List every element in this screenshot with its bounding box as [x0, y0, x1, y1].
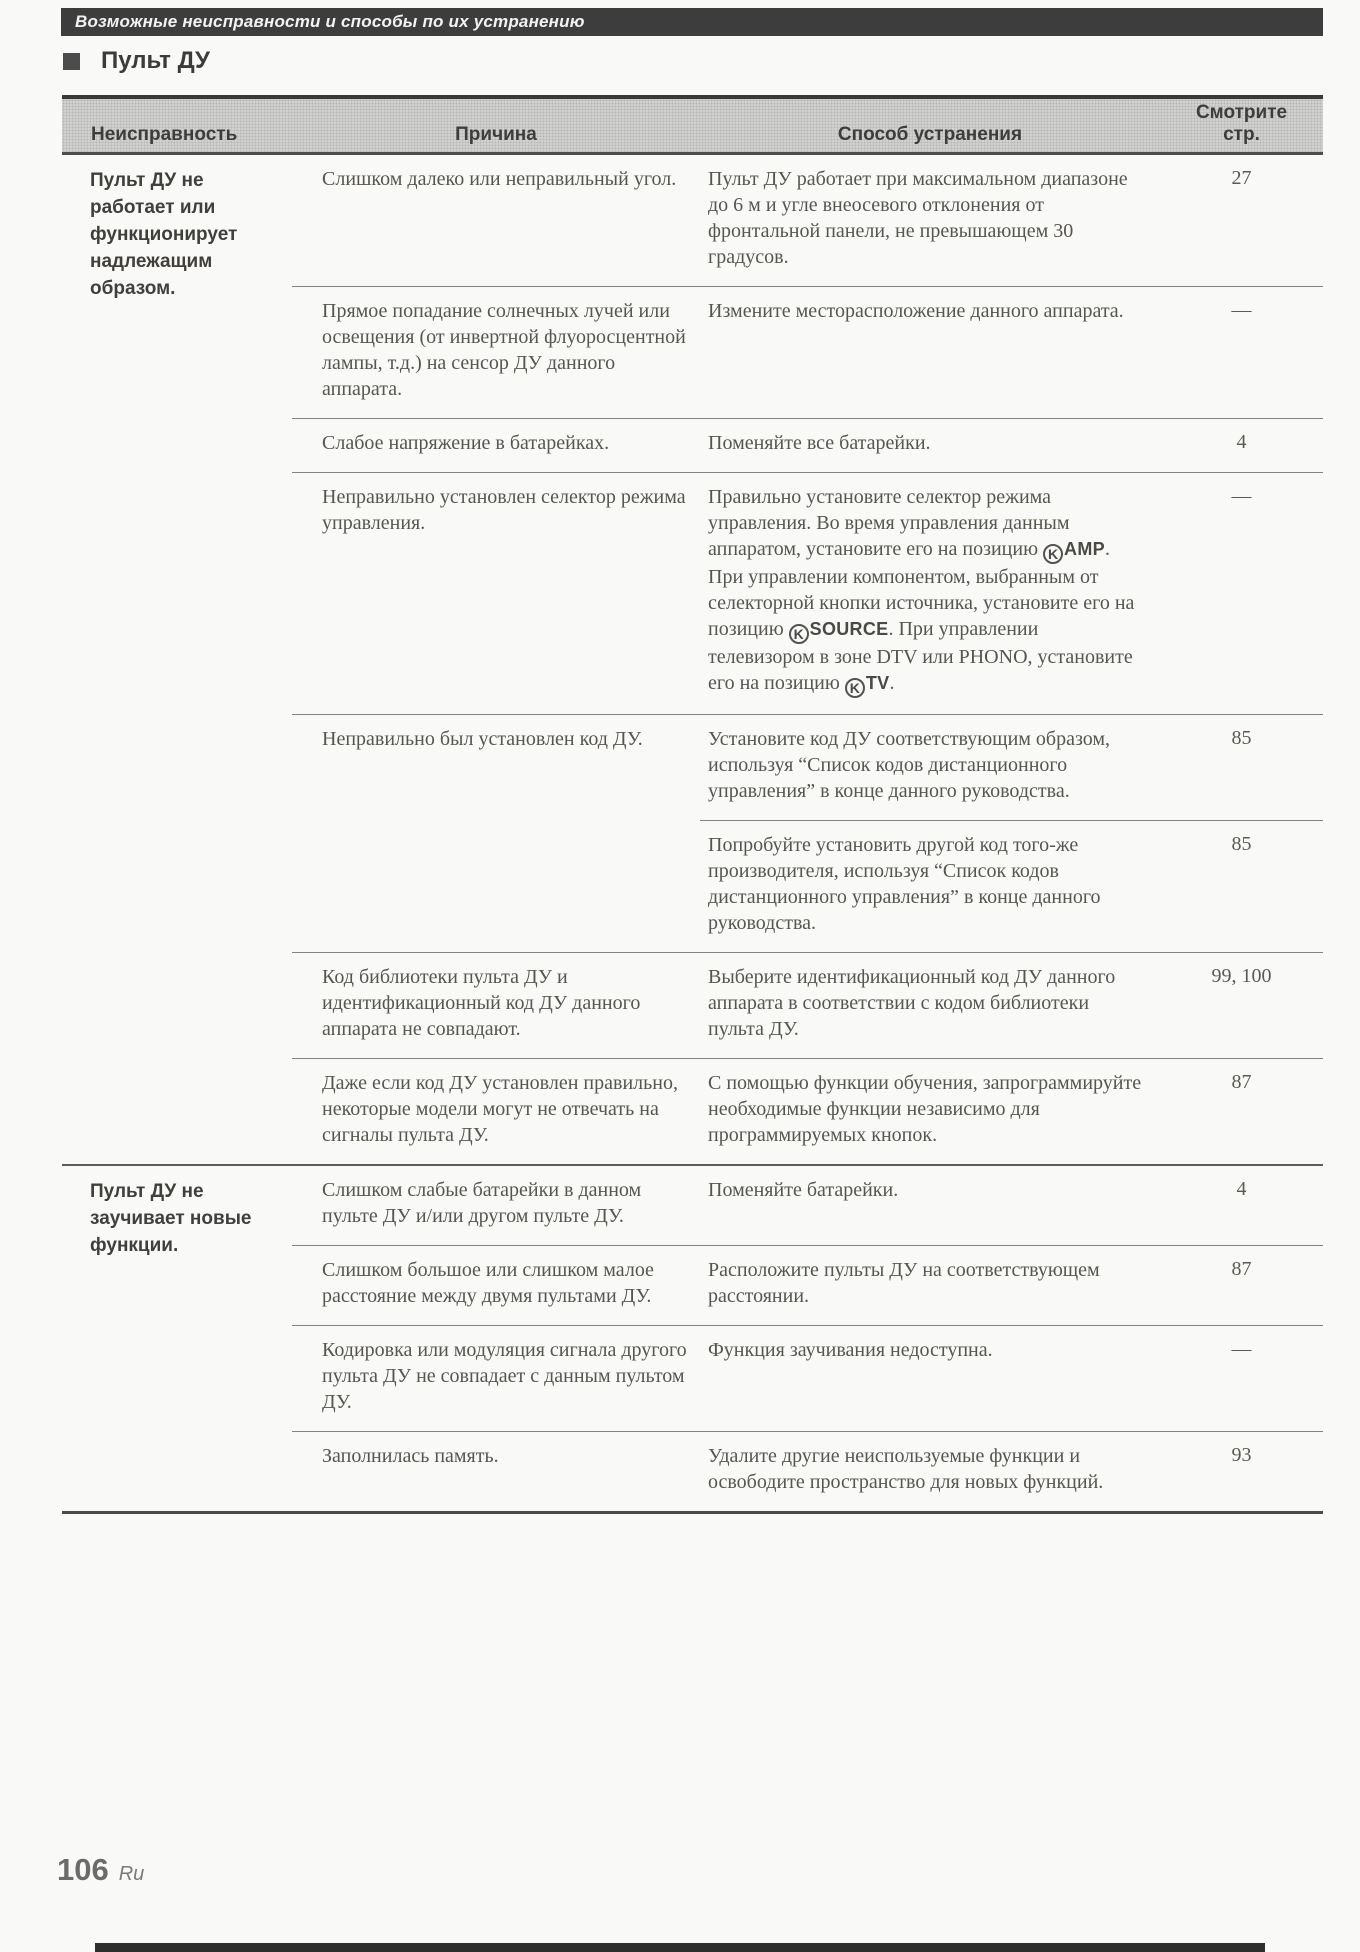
bottom-edge-bar	[95, 1943, 1265, 1952]
page-ref: 85	[1231, 833, 1252, 855]
solution-row	[700, 1246, 1323, 1325]
solution-rows	[700, 1326, 1323, 1431]
table-header-row	[62, 99, 1323, 155]
solution-row	[700, 715, 1323, 820]
solution-cell: Удалите другие неиспользуемые функции и освободите пространство для новых функций.	[708, 1445, 1104, 1493]
cause-rows	[292, 1166, 1323, 1511]
solution-rows	[700, 1059, 1323, 1164]
cause-row	[292, 714, 1323, 952]
solution-row	[700, 1326, 1323, 1431]
mode-position-source: K SOURCE	[789, 618, 889, 640]
page-language: Ru	[118, 1863, 145, 1885]
solution-cell: Поменяйте батарейки.	[708, 1179, 899, 1201]
col-header-fault: Неисправность	[91, 124, 238, 146]
solution-rows	[700, 473, 1323, 714]
solution-row	[700, 1432, 1323, 1511]
section-heading	[63, 47, 210, 75]
banner-title: Возможные неисправности и способы по их устранению	[75, 12, 585, 31]
cause-row	[292, 472, 1323, 714]
solution-rows	[700, 1246, 1323, 1325]
solution-rows	[700, 1166, 1323, 1245]
page-header-banner	[61, 8, 1323, 36]
cause-row	[292, 952, 1323, 1058]
col-header-page-label: Смотрите стр.	[1195, 102, 1288, 146]
problem-group	[62, 1164, 1323, 1511]
solution-cell: Измените месторасположение данного аппарата.	[708, 300, 1124, 322]
cause-cell: Неправильно был установлен код ДУ.	[322, 728, 643, 750]
table-body	[62, 155, 1323, 1511]
solution-rows	[700, 715, 1323, 952]
problem-group	[62, 155, 1323, 1164]
page-ref: 87	[1231, 1071, 1252, 1093]
solution-rows	[700, 419, 1323, 472]
col-header-remedy: Способ устранения	[837, 124, 1023, 146]
solution-row	[700, 419, 1323, 472]
solution-cell: Пульт ДУ работает при максимальном диапазоне до 6 м и угле внеосевого отклонения от фронтальной панели, не превышающем 30 градусов.	[708, 168, 1128, 268]
cause-cell: Код библиотеки пульта ДУ и идентификационный код ДУ данного аппарата не совпадают.	[322, 966, 641, 1040]
section-title: Пульт ДУ	[101, 47, 210, 74]
circled-k-icon: K	[789, 624, 809, 644]
page-ref: —	[1231, 485, 1252, 507]
solution-row	[700, 953, 1323, 1058]
cause-row	[292, 155, 1323, 286]
solution-rows	[700, 953, 1323, 1058]
solution-row	[700, 287, 1323, 418]
mode-position-tv: K TV	[845, 672, 890, 694]
col-header-page	[1160, 102, 1323, 146]
solution-rows	[700, 287, 1323, 418]
page-ref: 4	[1236, 1178, 1247, 1200]
circled-k-icon: K	[845, 678, 865, 698]
troubleshooting-table	[62, 95, 1323, 1514]
solution-cell: Правильно установите селектор режима управления. Во время управления данным аппаратом, установите его на позицию K AMP. При управлении компонентом, выбранным от селекторной кнопки источника, установите его на позицию K SOURCE. При управлении телевизором в зоне DTV или PHONO, установите его на позицию K TV.	[708, 486, 1135, 696]
cause-row	[292, 1058, 1323, 1164]
cause-row	[292, 1166, 1323, 1245]
solution-cell: С помощью функции обучения, запрограммируйте необходимые функции независимо для программируемых кнопок.	[708, 1072, 1142, 1146]
cause-row	[292, 418, 1323, 472]
cause-cell: Даже если код ДУ установлен правильно, некоторые модели могут не отвечать на сигналы пульта ДУ.	[322, 1072, 678, 1146]
cause-cell: Заполнилась память.	[322, 1445, 499, 1467]
page-ref: 4	[1236, 431, 1247, 453]
cause-row	[292, 1431, 1323, 1511]
solution-cell: Расположите пульты ДУ на соответствующем расстоянии.	[708, 1259, 1100, 1307]
mode-position-amp: K AMP	[1043, 538, 1105, 560]
solution-row	[700, 155, 1323, 286]
page-ref: 87	[1231, 1258, 1252, 1280]
cause-cell: Слабое напряжение в батарейках.	[322, 432, 610, 454]
cause-row	[292, 286, 1323, 418]
solution-row	[700, 1166, 1323, 1245]
solution-cell: Поменяйте все батарейки.	[708, 432, 931, 454]
solution-cell: Установите код ДУ соответствующим образом, используя “Список кодов дистанционного управления” в конце данного руководства.	[708, 728, 1111, 802]
col-header-cause: Причина	[455, 124, 537, 146]
cause-cell: Слишком слабые батарейки в данном пульте ДУ и/или другом пульте ДУ.	[322, 1179, 642, 1227]
solution-cell: Выберите идентификационный код ДУ данного аппарата в соответствии с кодом библиотеки пульта ДУ.	[708, 966, 1116, 1040]
circled-k-icon: K	[1043, 544, 1063, 564]
cause-cell: Слишком далеко или неправильный угол.	[322, 168, 677, 190]
page-ref: 85	[1231, 727, 1252, 749]
page-ref: 93	[1231, 1444, 1252, 1466]
page-ref: 27	[1231, 167, 1252, 189]
cause-cell: Прямое попадание солнечных лучей или освещения (от инвертной флуоросцентной лампы, т.д.) на сенсор ДУ данного аппарата.	[322, 300, 686, 400]
solution-cell: Функция заучивания недоступна.	[708, 1339, 993, 1361]
cause-row	[292, 1245, 1323, 1325]
cause-cell: Кодировка или модуляция сигнала другого пульта ДУ не совпадает с данным пультом ДУ.	[322, 1339, 687, 1413]
cause-row	[292, 1325, 1323, 1431]
page-footer	[57, 1852, 144, 1888]
page-number: 106	[57, 1852, 109, 1887]
problem-cell: Пульт ДУ не заучивает новые функции.	[90, 1181, 252, 1256]
page-ref: —	[1231, 299, 1252, 321]
section-bullet-icon	[63, 53, 80, 70]
solution-row	[700, 820, 1323, 952]
page-ref: —	[1231, 1338, 1252, 1360]
problem-cell: Пульт ДУ не работает или функционирует надлежащим образом.	[90, 170, 238, 299]
solution-row	[700, 1059, 1323, 1164]
page-ref: 99, 100	[1211, 965, 1272, 987]
cause-cell: Неправильно установлен селектор режима управления.	[322, 486, 686, 534]
cause-rows	[292, 155, 1323, 1164]
cause-cell: Слишком большое или слишком малое расстояние между двумя пультами ДУ.	[322, 1259, 654, 1307]
solution-rows	[700, 155, 1323, 286]
solution-row	[700, 473, 1323, 714]
solution-rows	[700, 1432, 1323, 1511]
solution-cell: Попробуйте установить другой код того-же производителя, используя “Список кодов дистанционного управления” в конце данного руководства.	[708, 834, 1101, 934]
